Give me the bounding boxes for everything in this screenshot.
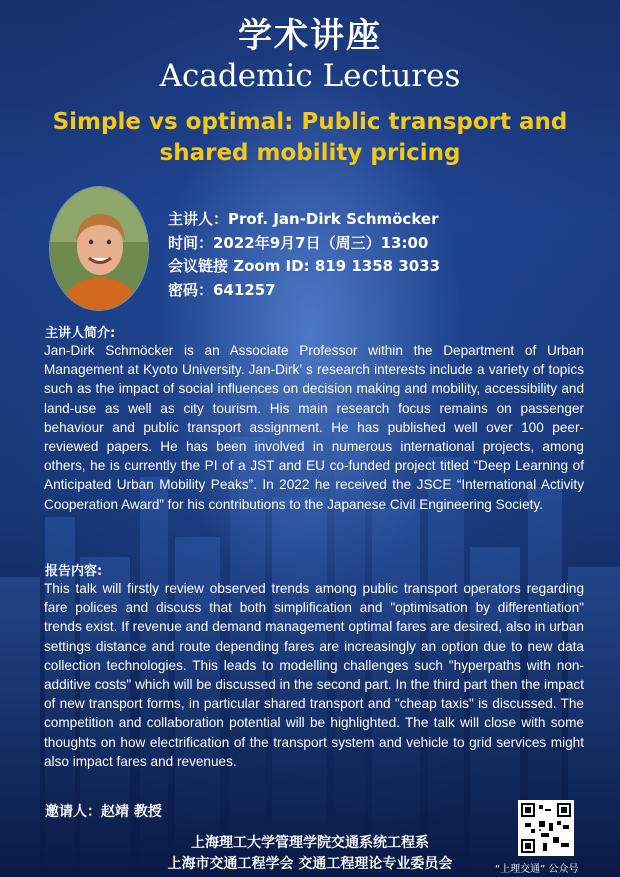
wechat-qr-code[interactable] xyxy=(518,800,574,856)
organizer-line-1: 上海理工大学管理学院交通系统工程系 xyxy=(191,835,429,851)
inviter: 邀请人：赵靖 教授 xyxy=(45,804,162,820)
lecture-info xyxy=(168,208,588,302)
lecture-topic-line-1: Simple vs optimal: Public transport and xyxy=(52,109,568,135)
password-line: 密码：641257 xyxy=(168,280,276,299)
zoom-meeting-line: 会议链接 Zoom ID: 819 1358 3033 xyxy=(168,257,441,275)
talk-heading: 报告内容: xyxy=(45,564,103,579)
bio-heading: 主讲人简介: xyxy=(45,326,116,341)
qr-code-icon xyxy=(521,803,571,853)
time-line: 时间：2022年9月7日（周三）13:00 xyxy=(168,233,429,252)
talk-text: This talk will firstly review observed trends among public transport operators regarding fare polices and discuss that both simplification and "optimisation by differentiation" trends exist. If revenue and demand management optimal fares are desired, also in urban settings distance and route depending fares are increasingly an option due to new data collection technologies. This leads to modelling challenges such "hyperpaths with non-additive costs" which will be discussed in the second part. In the third part then the impact of new transport forms, in particular shared transport and "cheap taxis" is discussed. The competition and collaboration potential will be highlighted. The talk will close with some thoughts on how electrification of the transport system and vehicle to grid services might also impact fares and revenues. xyxy=(44,581,584,769)
qr-caption: “上理交通” 公众号 xyxy=(495,864,579,875)
lecture-topic xyxy=(40,107,580,169)
title-english: Academic Lectures xyxy=(159,58,461,94)
lecture-topic-line-2: shared mobility pricing xyxy=(159,140,461,166)
title-chinese: 学术讲座 xyxy=(238,16,382,56)
speaker-line: 主讲人：Prof. Jan-Dirk Schmöcker xyxy=(168,210,439,228)
speaker-photo xyxy=(49,186,149,311)
speaker-portrait-icon xyxy=(50,187,149,311)
organizer-line-2: 上海市交通工程学会 交通工程理论专业委员会 xyxy=(167,856,453,872)
bio-text: Jan-Dirk Schmöcker is an Associate Professor within the Department of Urban Management at Kyoto University. Jan-Dirk’ s research interests include a variety of topics such as the impact of social influences on decision making and mobility, accessibility and land-use as well as city tourism. His main research focus remains on passenger behaviour and public transport assignment. He has published well over 100 peer-reviewed papers. He has been involved in numerous international projects, among others, he is currently the PI of a JST and EU co-funded project titled “Deep Learning of Anticipated Urban Mobility Peaks”. In 2022 he received the JSCE “International Activity Cooperation Award” for his contributions to the Japanese Civil Engineering Society. xyxy=(44,343,584,512)
